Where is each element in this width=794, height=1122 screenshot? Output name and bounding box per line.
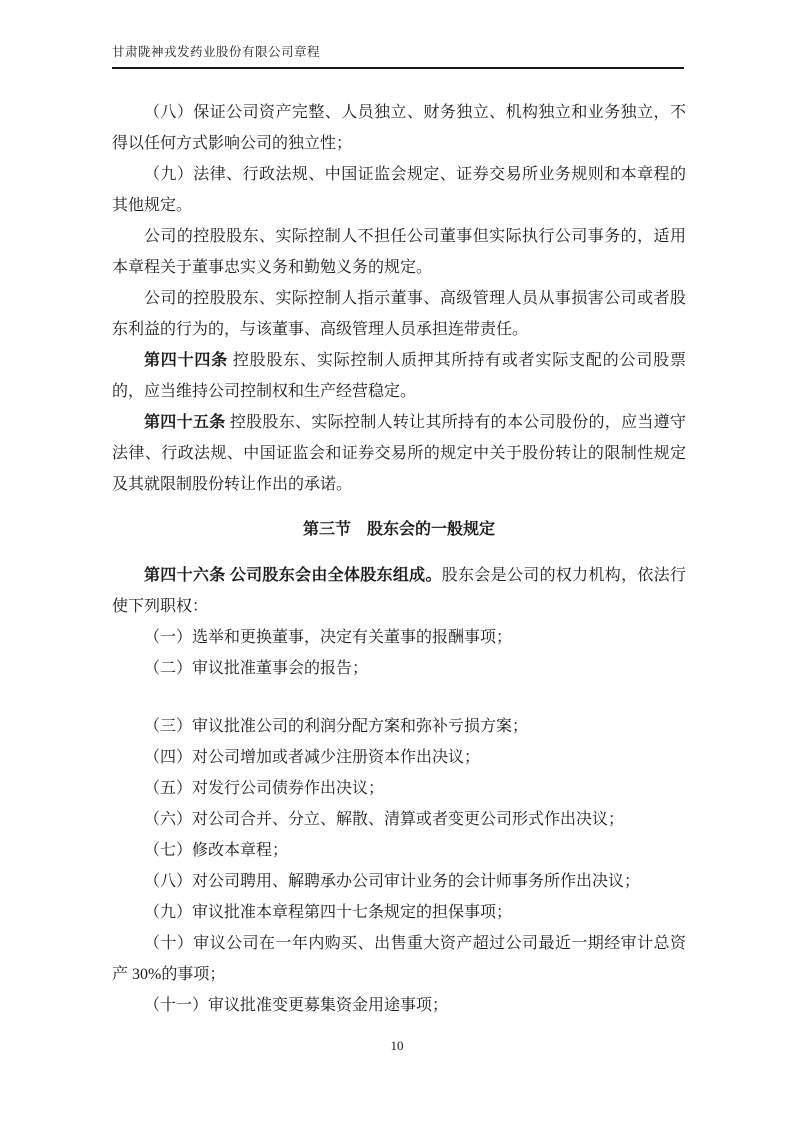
paragraph [112, 622, 686, 653]
text-run: （九）法律、行政法规、中国证监会规定、证券交易所业务规则和本章程的其他规定。 [112, 166, 686, 214]
header-title: 甘肃陇神戎发药业股份有限公司章程 [112, 44, 684, 69]
document-body [112, 97, 686, 1021]
paragraph [112, 97, 686, 159]
text-run: （九）审议批准本章程第四十七条规定的担保事项； [144, 904, 513, 921]
page-header [112, 44, 684, 69]
page-number: 10 [390, 1038, 404, 1053]
text-run: （一）选举和更换董事，决定有关董事的报酬事项； [144, 629, 513, 646]
bold-text-run: 第四十四条 [144, 352, 229, 369]
paragraph [112, 560, 686, 622]
paragraph [112, 653, 686, 684]
bold-text-run: 第四十六条 公司股东会由全体股东组成。 [144, 567, 442, 584]
text-run: （八）保证公司资产完整、人员独立、财务独立、机构独立和业务独立，不得以任何方式影响公司的独立性； [112, 104, 686, 152]
paragraph [112, 990, 686, 1021]
paragraph [112, 742, 686, 773]
text-run: （四）对公司增加或者减少注册资本作出决议； [144, 749, 481, 766]
text-run: （八）对公司聘用、解聘承办公司审计业务的会计师事务所作出决议； [144, 873, 641, 890]
bold-text-run: 第四十五条 [144, 414, 226, 431]
paragraph [112, 345, 686, 407]
paragraph [112, 835, 686, 866]
text-run: （二）审议批准董事会的报告； [144, 660, 369, 677]
text-run: 公司的控股股东、实际控制人指示董事、高级管理人员从事损害公司或者股东利益的行为的，与该董事、高级管理人员承担连带责任。 [112, 290, 686, 338]
bold-text-run: 第三节 股东会的一般规定 [302, 521, 495, 538]
text-run: （三）审议批准公司的利润分配方案和弥补亏损方案； [144, 718, 529, 735]
blank-line [112, 684, 686, 711]
text-run: 股东会是公司的权力机构，依法行使下列职权： [112, 567, 686, 615]
page-footer [0, 1038, 794, 1054]
text-run: （十）审议公司在一年内购买、出售重大资产超过公司最近一期经审计总资产 30%的事项； [112, 935, 686, 983]
text-run: 公司的控股股东、实际控制人不担任公司董事但实际执行公司事务的，适用本章程关于董事忠实义务和勤勉义务的规定。 [112, 228, 686, 276]
paragraph [112, 159, 686, 221]
text-run: （七）修改本章程； [144, 842, 289, 859]
text-run: （十一）审议批准变更募集资金用途事项； [144, 997, 449, 1014]
text-run: 控股股东、实际控制人转让其所持有的本公司股份的，应当遵守法律、行政法规、中国证监会和证券交易所的规定中关于股份转让的限制性规定及其就限制股份转让作出的承诺。 [112, 414, 686, 493]
paragraph [112, 928, 686, 990]
paragraph [112, 221, 686, 283]
paragraph [112, 804, 686, 835]
paragraph [112, 773, 686, 804]
paragraph [112, 897, 686, 928]
paragraph [112, 711, 686, 742]
paragraph [112, 407, 686, 500]
paragraph [112, 866, 686, 897]
section-heading [112, 514, 686, 545]
text-run: （五）对发行公司债券作出决议； [144, 780, 385, 797]
text-run: 控股股东、实际控制人质押其所持有或者实际支配的公司股票的，应当维持公司控制权和生产经营稳定。 [112, 352, 686, 400]
paragraph [112, 283, 686, 345]
text-run: （六）对公司合并、分立、解散、清算或者变更公司形式作出决议； [144, 811, 625, 828]
